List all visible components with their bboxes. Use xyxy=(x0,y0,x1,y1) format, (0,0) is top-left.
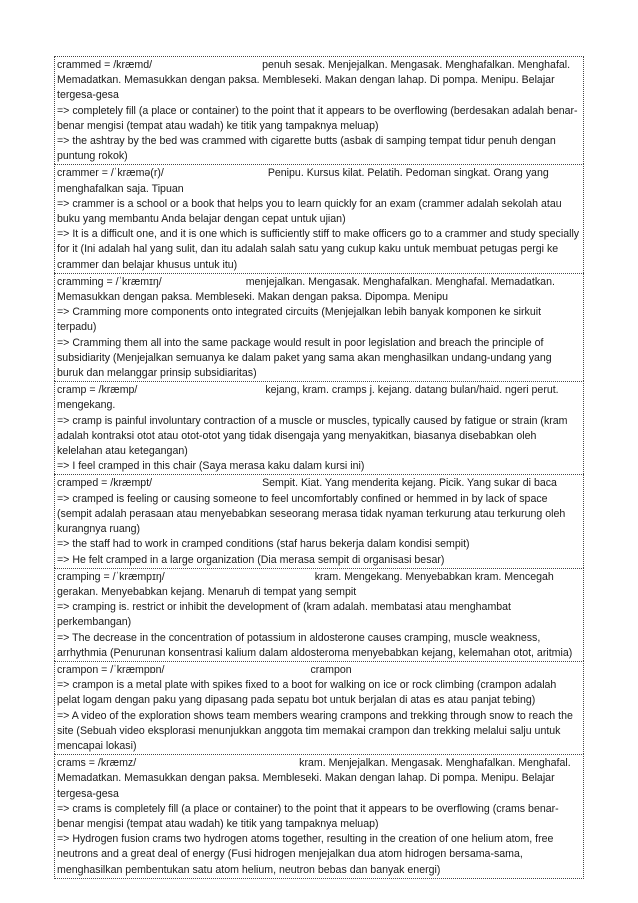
dictionary-entry xyxy=(54,164,584,272)
headword: cramping = /ˈkræmpɪŋ/ xyxy=(57,570,165,583)
headword: crammed = /kræmd/ xyxy=(57,59,153,71)
example-line: => A video of the exploration shows team members wearing crampons and trekking through snow to reach the site (Sebuah video eksplorasi menunjukkan anggota tim memakai crampon dan trekking melalui salju untuk mencapai lokasi) xyxy=(57,709,573,752)
example-line: => The decrease in the concentration of potassium in aldosterone causes cramping, muscle weakness, arrhythmia (Penurunan konsentrasi kalium dalam aldosteroma menyebabkan kejang, kelemahan otot, aritmia) xyxy=(57,631,573,659)
example-line: => cramped is feeling or causing someone to feel uncomfortably confined or hemmed in by lack of space (sempit adalah perasaan atau menyebabkan seseorang merasa tidak nyaman terkurung atau terkurung oleh kurangnya ruang) xyxy=(57,492,566,536)
entry-heading xyxy=(57,166,581,196)
definition: kejang, kram. cramps j. kejang. datang bulan/haid. ngeri perut. mengekang. xyxy=(57,384,559,412)
entry-heading xyxy=(57,58,581,104)
entry-heading xyxy=(57,570,581,600)
example-line: => He felt cramped in a large organization (Dia merasa sempit di organisasi besar) xyxy=(57,553,445,566)
headword: cramped = /kræmpt/ xyxy=(57,477,153,490)
definition: kram. Mengekang. Menyebabkan kram. Mencegah gerakan. Menyebabkan kejang. Menaruh di tempat yang sempit xyxy=(57,570,554,598)
entry-heading xyxy=(57,756,581,802)
entry-heading xyxy=(57,663,581,678)
definition: penuh sesak. Menjejalkan. Mengasak. Menghafalkan. Menghafal. Memadatkan. Memasukkan dengan paksa. Membleseki. Makan dengan lahap. Di pompa. Menipu. Belajar tergesa-gesa xyxy=(57,59,571,102)
headword: crammer = /ˈkræmə(r)/ xyxy=(57,167,164,180)
entry-heading xyxy=(57,275,581,305)
dictionary-entry xyxy=(54,754,584,879)
headword: cramp = /kræmp/ xyxy=(57,384,138,397)
example-line: => crammer is a school or a book that helps you to learn quickly for an exam (crammer adalah sekolah atau buku yang membantu Anda belajar dengan cepat untuk ujian) xyxy=(57,197,562,226)
example-line: => cramp is painful involuntary contraction of a muscle or muscles, typically caused by fatigue or strain (kram adalah kontraksi otot atau otot-otot yang tidak disengaja yang menyakitkan, biasanya disebabkan oleh kelelahan atau ketegangan) xyxy=(57,414,568,458)
example-line: => the staff had to work in cramped conditions (staf harus bekerja dalam kondisi sempit) xyxy=(57,538,470,551)
headword: crams = /kræmz/ xyxy=(57,757,137,770)
example-line: => I feel cramped in this chair (Saya merasa kaku dalam kursi ini) xyxy=(57,460,365,473)
entry-heading xyxy=(57,476,581,491)
example-line: => Cramming more components onto integrated circuits (Menjejalkan lebih banyak komponen ke sirkuit terpadu) xyxy=(57,306,542,334)
dictionary-page xyxy=(54,56,584,879)
definition: menjejalkan. Mengasak. Menghafalkan. Menghafal. Memadatkan. Memasukkan dengan paksa. Membleseki. Makan dengan paksa. Dipompa. Menipu xyxy=(57,275,555,304)
dictionary-entry xyxy=(54,661,584,754)
entry-heading xyxy=(57,383,581,413)
definition: crampon xyxy=(310,663,352,676)
definition: Sempit. Kiat. Yang menderita kejang. Picik. Yang sukar di baca xyxy=(262,477,557,490)
headword: crampon = /ˈkræmpɒn/ xyxy=(57,663,165,676)
definition: Penipu. Kursus kilat. Pelatih. Pedoman singkat. Orang yang menghafalkan saja. Tipuan xyxy=(57,167,549,195)
example-line: => completely fill (a place or container) to the point that it appears to be overflowing (berdesakan adalah benar-benar mengisi (tempat atau wadah) ke titik yang tampaknya meluap) xyxy=(57,104,578,132)
example-line: => cramping is. restrict or inhibit the development of (kram adalah. membatasi atau menghambat perkembangan) xyxy=(57,601,511,629)
example-line: => It is a difficult one, and it is one which is sufficiently stiff to make officers go to a crammer and study specially for it (Ini adalah hal yang sulit, dan itu adalah salah satu yang cukup kaku untuk membuat petugas pergi ke crammer dan belajar khusus untuk itu) xyxy=(57,228,580,271)
headword: cramming = /ˈkræmɪŋ/ xyxy=(57,275,162,288)
example-line: => the ashtray by the bed was crammed with cigarette butts (asbak di samping tempat tidur penuh dengan puntung rokok) xyxy=(57,135,556,163)
dictionary-entry xyxy=(54,381,584,474)
dictionary-entry xyxy=(54,56,584,164)
example-line: => Hydrogen fusion crams two hydrogen atoms together, resulting in the creation of one helium atom, free neutrons and a great deal of energy (Fusi hidrogen menjejalkan dua atom hidrogen bersama-sama, menghasilkan pembentukan satu atom helium, neutron bebas dan banyak energi) xyxy=(57,833,554,876)
example-line: => crampon is a metal plate with spikes fixed to a boot for walking on ice or rock climbing (crampon adalah pelat logam dengan paku yang dipasang pada sepatu bot untuk berjalan di atas es atau panjat tebing) xyxy=(57,679,557,707)
example-line: => Cramming them all into the same package would result in poor legislation and breach the principle of subsidiarity (Menjejalkan semuanya ke dalam paket yang sama akan menghasilkan undang-undang yang buruk dan melanggar prinsip subsidiaritas) xyxy=(57,336,552,380)
dictionary-entry xyxy=(54,568,584,661)
example-line: => crams is completely fill (a place or container) to the point that it appears to be overflowing (crams benar-benar mengisi (tempat atau wadah) ke titik yang tampaknya meluap) xyxy=(57,802,559,830)
dictionary-entry xyxy=(54,273,584,381)
definition: kram. Menjejalkan. Mengasak. Menghafalkan. Menghafal. Memadatkan. Memasukkan dengan paksa. Membleseki. Makan dengan lahap. Di pompa. Menipu. Belajar tergesa-gesa xyxy=(57,757,571,800)
dictionary-entry xyxy=(54,474,584,567)
